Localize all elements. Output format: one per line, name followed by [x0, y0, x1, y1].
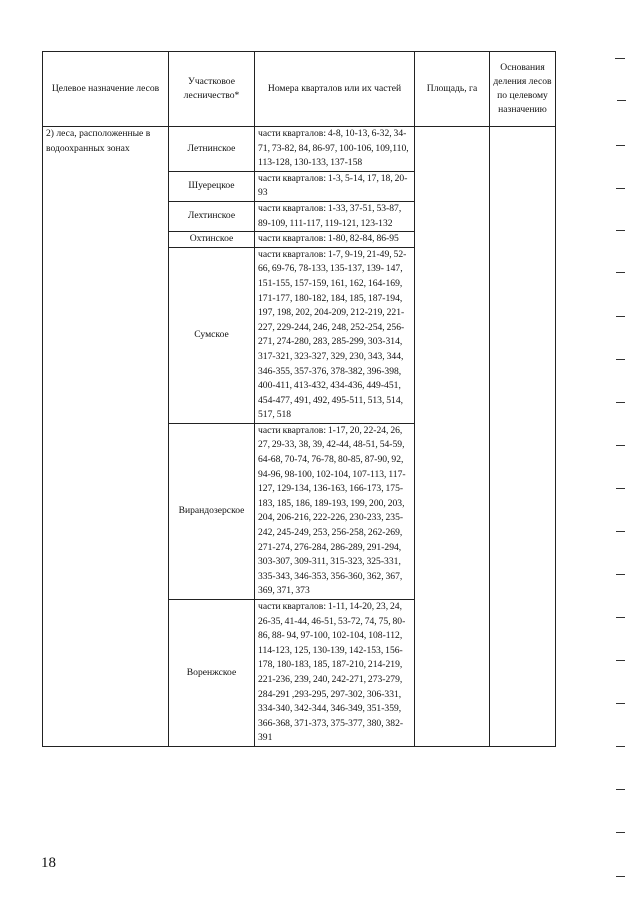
quarters-cell: части кварталов: 4-8, 10-13, 6-32, 34-71, 73-82, 84, 86-97, 100-106, 109,110, 113-128, 130-133, 137-158	[255, 127, 415, 172]
margin-mark	[616, 188, 625, 189]
district-cell: Лехтинское	[169, 201, 255, 231]
margin-mark	[616, 746, 625, 747]
margin-mark	[616, 402, 625, 403]
district-cell: Летнинское	[169, 127, 255, 172]
margin-mark	[616, 703, 625, 704]
margin-mark	[616, 617, 625, 618]
page-number: 18	[41, 855, 56, 871]
margin-mark	[616, 832, 625, 833]
margin-mark	[616, 316, 625, 317]
area-cell	[415, 127, 490, 747]
header-area: Площадь, га	[415, 52, 490, 127]
table-row	[43, 127, 556, 172]
margin-mark	[615, 58, 625, 59]
margin-mark	[616, 876, 625, 877]
quarters-cell: части кварталов: 1-3, 5-14, 17, 18, 20-93	[255, 171, 415, 201]
district-cell: Вирандозерское	[169, 423, 255, 599]
margin-mark	[616, 488, 625, 489]
basis-cell	[490, 127, 556, 747]
quarters-cell: части кварталов: 1-33, 37-51, 53-87, 89-109, 111-117, 119-121, 123-132	[255, 201, 415, 231]
margin-mark	[616, 531, 625, 532]
district-cell: Охтинское	[169, 232, 255, 248]
quarters-cell: части кварталов: 1-7, 9-19, 21-49, 52-66, 69-76, 78-133, 135-137, 139- 147, 151-155, 157-159, 161, 162, 164-169, 171-177, 180-182, 184, 185, 187-194, 197, 198, 202, 204-209, 212-219, 221-227, 229-244, 246, 248, 252-254, 256-271, 274-280, 283, 285-299, 303-314, 317-321, 323-327, 329, 230, 343, 344, 346-355, 357-376, 378-382, 396-398, 400-411, 413-432, 434-436, 449-451, 454-477, 491, 492, 495-511, 513, 514, 517, 518	[255, 247, 415, 423]
district-cell: Воренжское	[169, 600, 255, 747]
margin-mark	[616, 359, 625, 360]
margin-mark	[616, 145, 625, 146]
header-district: Участковое лесничество*	[169, 52, 255, 127]
quarters-cell: части кварталов: 1-17, 20, 22-24, 26, 27, 29-33, 38, 39, 42-44, 48-51, 54-59, 64-68, 70-74, 76-78, 80-85, 87-90, 92, 94-96, 98-100, 102-104, 107-113, 117-127, 129-134, 136-163, 166-173, 175-183, 185, 186, 189-193, 199, 200, 203, 204, 206-216, 222-226, 230-233, 235-242, 245-249, 253, 256-258, 262-269, 271-274, 276-284, 286-289, 291-294, 303-307, 309-311, 315-323, 325-331, 335-343, 346-353, 356-360, 362, 367, 369, 371, 373	[255, 423, 415, 599]
margin-mark	[616, 789, 625, 790]
margin-mark	[616, 574, 625, 575]
header-quarters: Номера кварталов или их частей	[255, 52, 415, 127]
district-cell: Сумское	[169, 247, 255, 423]
quarters-cell: части кварталов: 1-80, 82-84, 86-95	[255, 232, 415, 248]
table-header-row	[43, 52, 556, 127]
forest-purpose-table	[42, 51, 556, 747]
quarters-cell: части кварталов: 1-11, 14-20, 23, 24, 26-35, 41-44, 46-51, 53-72, 74, 75, 80-86, 88- 94, 97-100, 102-104, 108-112, 114-123, 125, 130-139, 142-153, 156-178, 180-183, 185, 187-210, 214-219, 221-236, 239, 240, 242-271, 273-279, 284-291 ,293-295, 297-302, 306-331, 334-340, 342-344, 346-349, 351-359, 366-368, 371-373, 375-377, 380, 382-391	[255, 600, 415, 747]
header-purpose: Целевое назначение лесов	[43, 52, 169, 127]
header-basis: Основания деления лесов по целевому назначению	[490, 52, 556, 127]
margin-mark	[616, 445, 625, 446]
margin-mark	[616, 272, 625, 273]
margin-mark	[616, 660, 625, 661]
district-cell: Шуерецкое	[169, 171, 255, 201]
margin-mark	[616, 230, 625, 231]
margin-mark	[617, 100, 626, 101]
purpose-cell: 2) леса, расположенные в водоохранных зонах	[43, 127, 169, 747]
